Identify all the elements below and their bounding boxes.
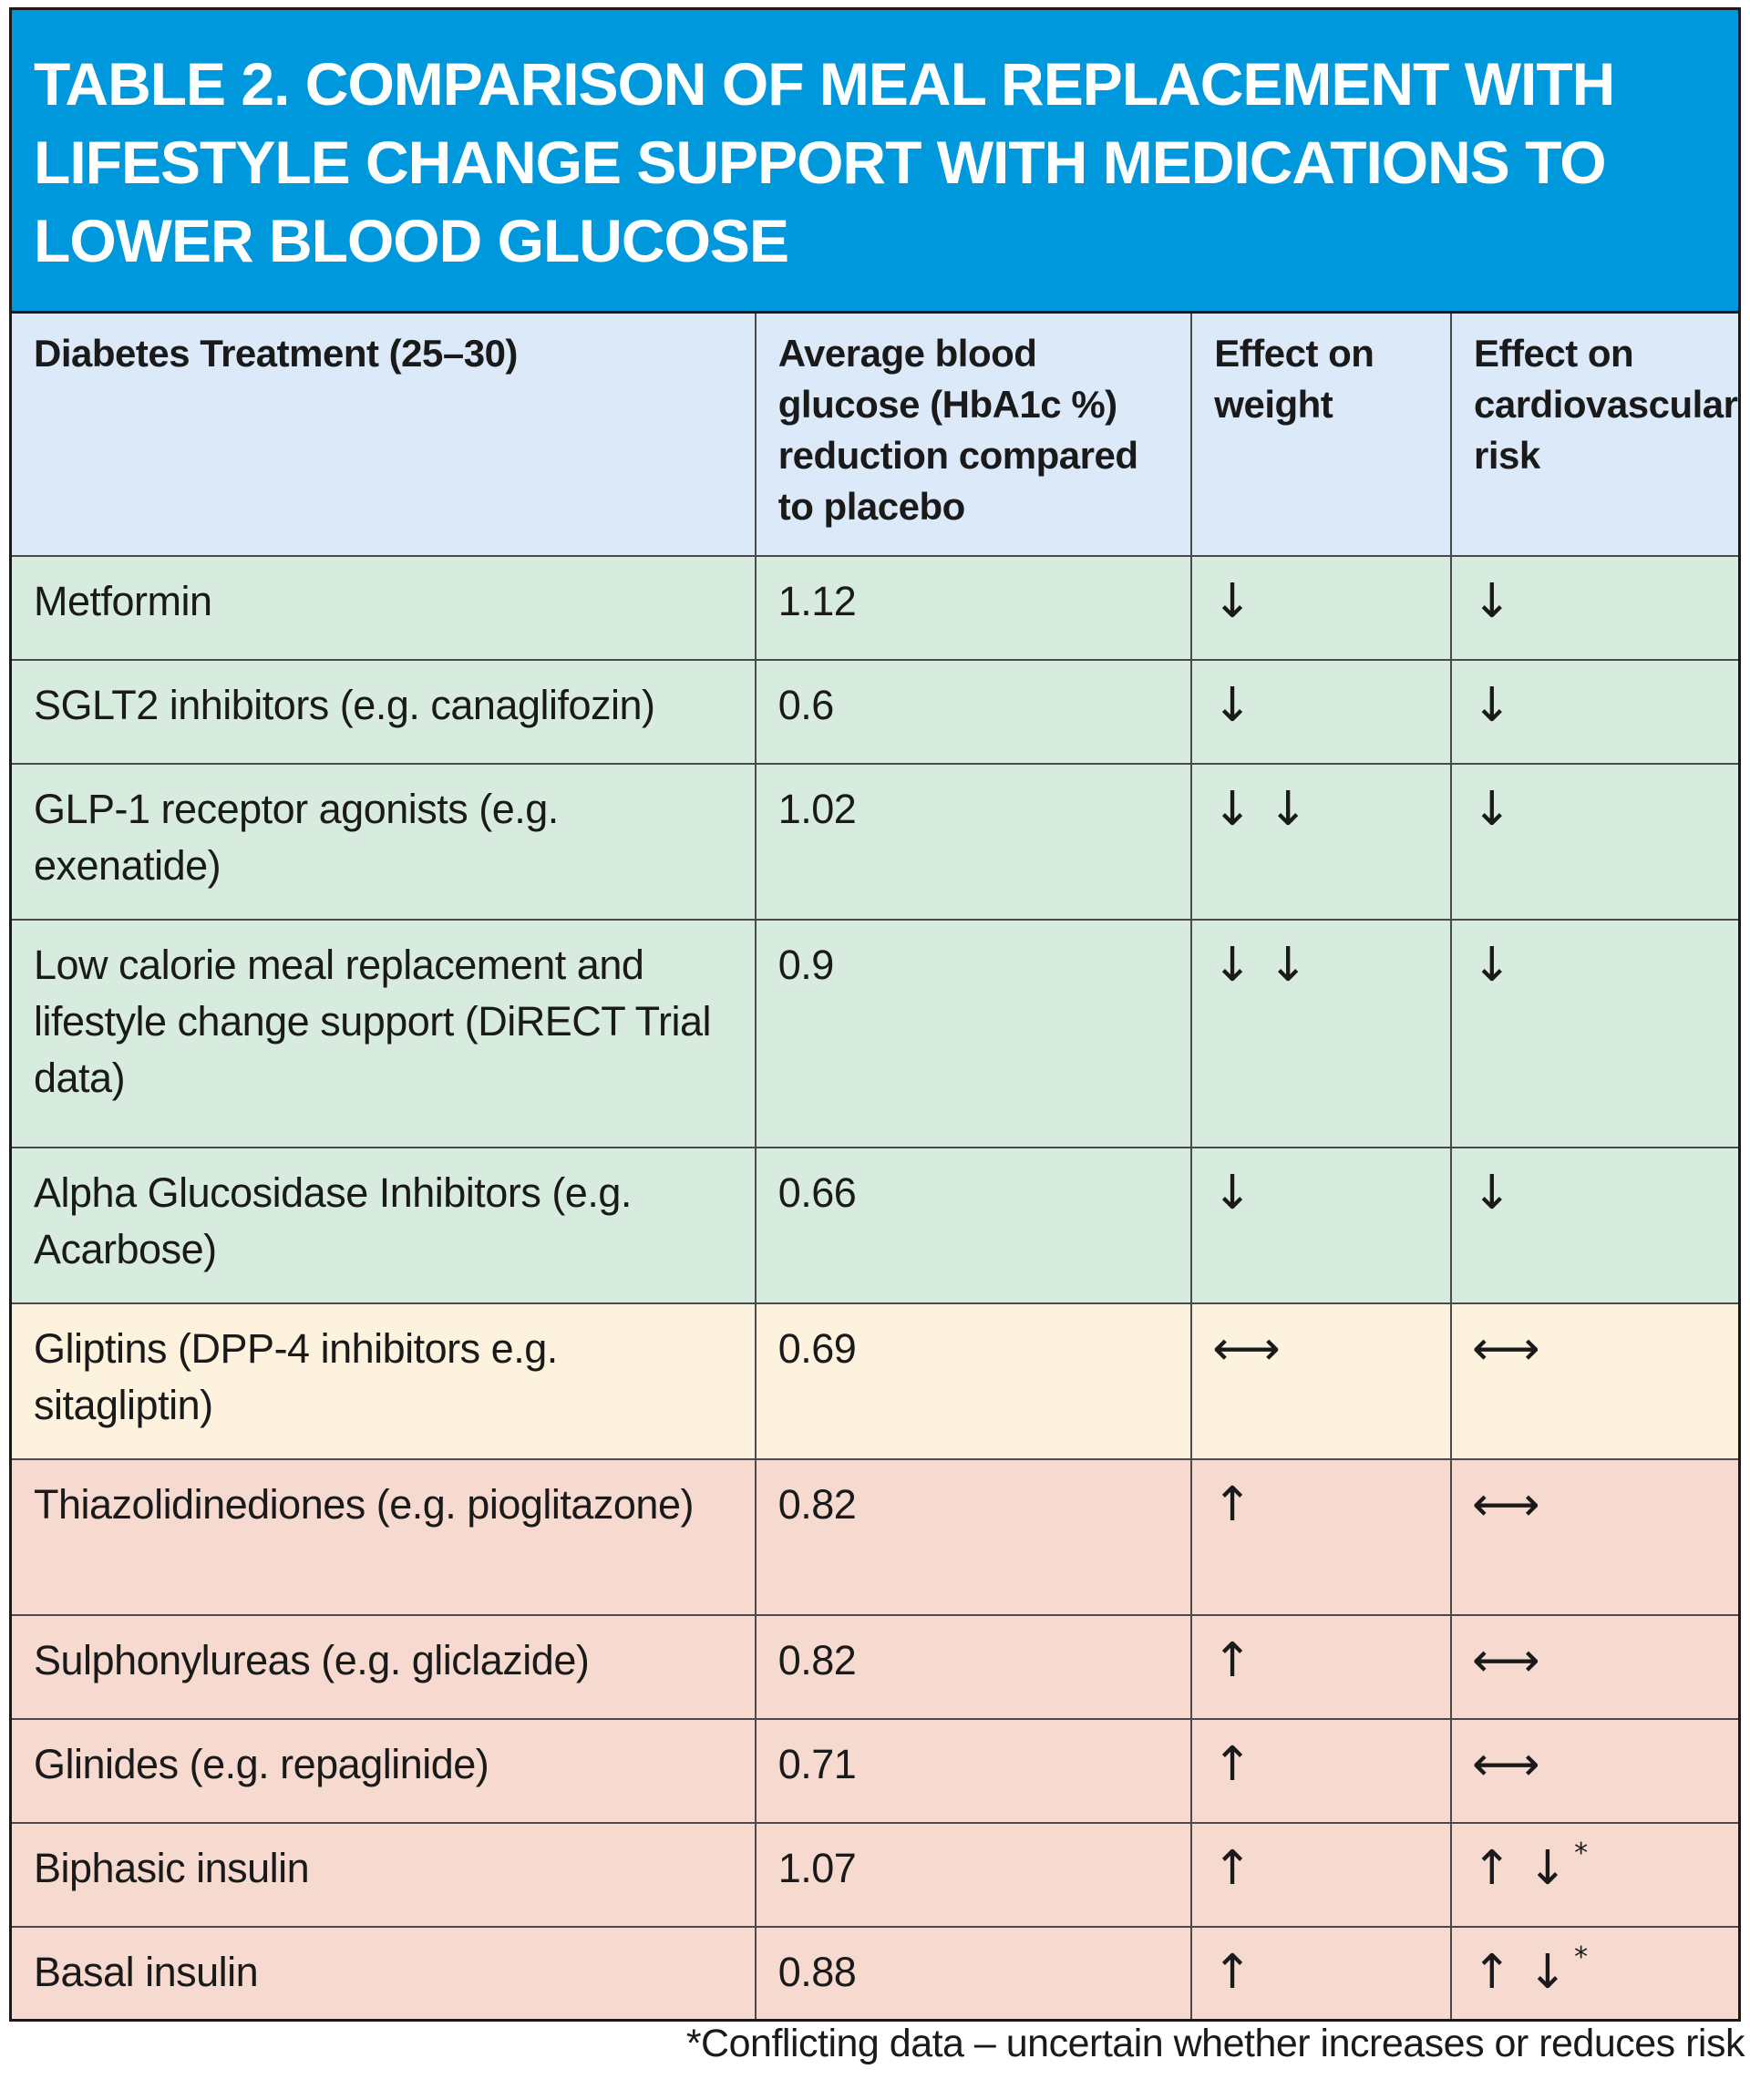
cardiovascular-effect-cell — [1451, 1459, 1738, 1615]
treatment-cell: Basal insulin — [12, 1927, 756, 2022]
table-row — [12, 1927, 1738, 2022]
table-row — [12, 920, 1738, 1148]
comparison-table — [9, 7, 1741, 2022]
hba1c-cell: 0.71 — [756, 1719, 1192, 1823]
treatment-cell: Biphasic insulin — [12, 1823, 756, 1927]
data-table — [12, 314, 1738, 2022]
arrow-down-icon: ↓ — [1472, 782, 1512, 837]
arrow-down-icon: ↓ — [1528, 1945, 1568, 2000]
cardiovascular-effect-cell — [1451, 1303, 1738, 1459]
hba1c-cell: 1.12 — [756, 556, 1192, 660]
table-row — [12, 660, 1738, 764]
treatment-cell: Gliptins (DPP-4 inhibitors e.g. sitagliptin) — [12, 1303, 756, 1459]
arrow-up-icon: ↑ — [1212, 1737, 1252, 1792]
header-cardiovascular: Effect on cardiovascular risk — [1451, 314, 1738, 556]
cardiovascular-effect-cell — [1451, 660, 1738, 764]
arrow-up-icon: ↑ — [1212, 1633, 1252, 1688]
arrow-down-icon: ↓ — [1268, 938, 1308, 993]
hba1c-cell: 1.07 — [756, 1823, 1192, 1927]
hba1c-cell: 0.66 — [756, 1148, 1192, 1303]
header-weight: Effect on weight — [1191, 314, 1451, 556]
table-row — [12, 1303, 1738, 1459]
arrow-up-icon: ↑ — [1472, 1945, 1512, 2000]
cardiovascular-effect-cell — [1451, 1615, 1738, 1719]
cardiovascular-effect-cell — [1451, 1148, 1738, 1303]
weight-effect-cell — [1191, 1303, 1451, 1459]
arrow-left-right-icon: ⟷ — [1472, 1737, 1540, 1792]
cardiovascular-effect-cell — [1451, 920, 1738, 1148]
hba1c-cell: 0.6 — [756, 660, 1192, 764]
arrow-down-icon: ↓ — [1212, 938, 1252, 993]
header-row — [12, 314, 1738, 556]
arrow-down-icon: ↓ — [1472, 574, 1512, 629]
table-row — [12, 1148, 1738, 1303]
treatment-cell: Metformin — [12, 556, 756, 660]
hba1c-cell: 0.82 — [756, 1615, 1192, 1719]
arrow-down-icon: ↓ — [1472, 678, 1512, 733]
table-row — [12, 1459, 1738, 1615]
header-hba1c: Average blood glucose (HbA1c %) reduction compared to placebo — [756, 314, 1192, 556]
weight-effect-cell — [1191, 1148, 1451, 1303]
weight-effect-cell — [1191, 1927, 1451, 2022]
hba1c-cell: 1.02 — [756, 764, 1192, 920]
treatment-cell: SGLT2 inhibitors (e.g. canaglifozin) — [12, 660, 756, 764]
arrow-up-icon: ↑ — [1472, 1841, 1512, 1896]
arrow-down-icon: ↓ — [1472, 938, 1512, 993]
arrow-down-icon: ↓ — [1212, 1166, 1252, 1220]
weight-effect-cell — [1191, 660, 1451, 764]
weight-effect-cell — [1191, 1615, 1451, 1719]
cardiovascular-effect-cell — [1451, 1927, 1738, 2022]
footnote-marker: * — [1574, 1838, 1588, 1869]
arrow-down-icon: ↓ — [1212, 782, 1252, 837]
weight-effect-cell — [1191, 1719, 1451, 1823]
hba1c-cell: 0.69 — [756, 1303, 1192, 1459]
cardiovascular-effect-cell — [1451, 1719, 1738, 1823]
table-row — [12, 556, 1738, 660]
weight-effect-cell — [1191, 920, 1451, 1148]
arrow-left-right-icon: ⟷ — [1472, 1322, 1540, 1376]
treatment-cell: GLP-1 receptor agonists (e.g. exenatide) — [12, 764, 756, 920]
treatment-cell: Glinides (e.g. repaglinide) — [12, 1719, 756, 1823]
arrow-up-icon: ↑ — [1212, 1477, 1252, 1532]
treatment-cell: Sulphonylureas (e.g. gliclazide) — [12, 1615, 756, 1719]
arrow-left-right-icon: ⟷ — [1472, 1633, 1540, 1688]
treatment-cell: Thiazolidinediones (e.g. pioglitazone) — [12, 1459, 756, 1615]
arrow-down-icon: ↓ — [1212, 574, 1252, 629]
arrow-up-icon: ↑ — [1212, 1945, 1252, 2000]
arrow-down-icon: ↓ — [1212, 678, 1252, 733]
weight-effect-cell — [1191, 1823, 1451, 1927]
table-body — [12, 556, 1738, 2022]
arrow-left-right-icon: ⟷ — [1472, 1477, 1540, 1532]
arrow-down-icon: ↓ — [1472, 1166, 1512, 1220]
weight-effect-cell — [1191, 764, 1451, 920]
cardiovascular-effect-cell — [1451, 556, 1738, 660]
arrow-up-icon: ↑ — [1212, 1841, 1252, 1896]
table-row — [12, 1719, 1738, 1823]
treatment-cell: Alpha Glucosidase Inhibitors (e.g. Acarbose) — [12, 1148, 756, 1303]
table-row — [12, 1823, 1738, 1927]
hba1c-cell: 0.82 — [756, 1459, 1192, 1615]
cardiovascular-effect-cell — [1451, 764, 1738, 920]
table-row — [12, 764, 1738, 920]
weight-effect-cell — [1191, 556, 1451, 660]
table-title: TABLE 2. COMPARISON OF MEAL REPLACEMENT WITH LIFESTYLE CHANGE SUPPORT WITH MEDICATIONS TO LOWER BLOOD GLUCOSE — [34, 50, 1615, 274]
arrow-down-icon: ↓ — [1268, 782, 1308, 837]
cardiovascular-effect-cell — [1451, 1823, 1738, 1927]
hba1c-cell: 0.88 — [756, 1927, 1192, 2022]
arrow-left-right-icon: ⟷ — [1212, 1322, 1281, 1376]
weight-effect-cell — [1191, 1459, 1451, 1615]
footnote: *Conflicting data – uncertain whether increases or reduces risk — [685, 2022, 1745, 2065]
title-bar — [12, 10, 1738, 314]
hba1c-cell: 0.9 — [756, 920, 1192, 1148]
header-treatment: Diabetes Treatment (25–30) — [12, 314, 756, 556]
footnote-marker: * — [1574, 1941, 1588, 1973]
treatment-cell: Low calorie meal replacement and lifestyle change support (DiRECT Trial data) — [12, 920, 756, 1148]
arrow-down-icon: ↓ — [1528, 1841, 1568, 1896]
table-row — [12, 1615, 1738, 1719]
